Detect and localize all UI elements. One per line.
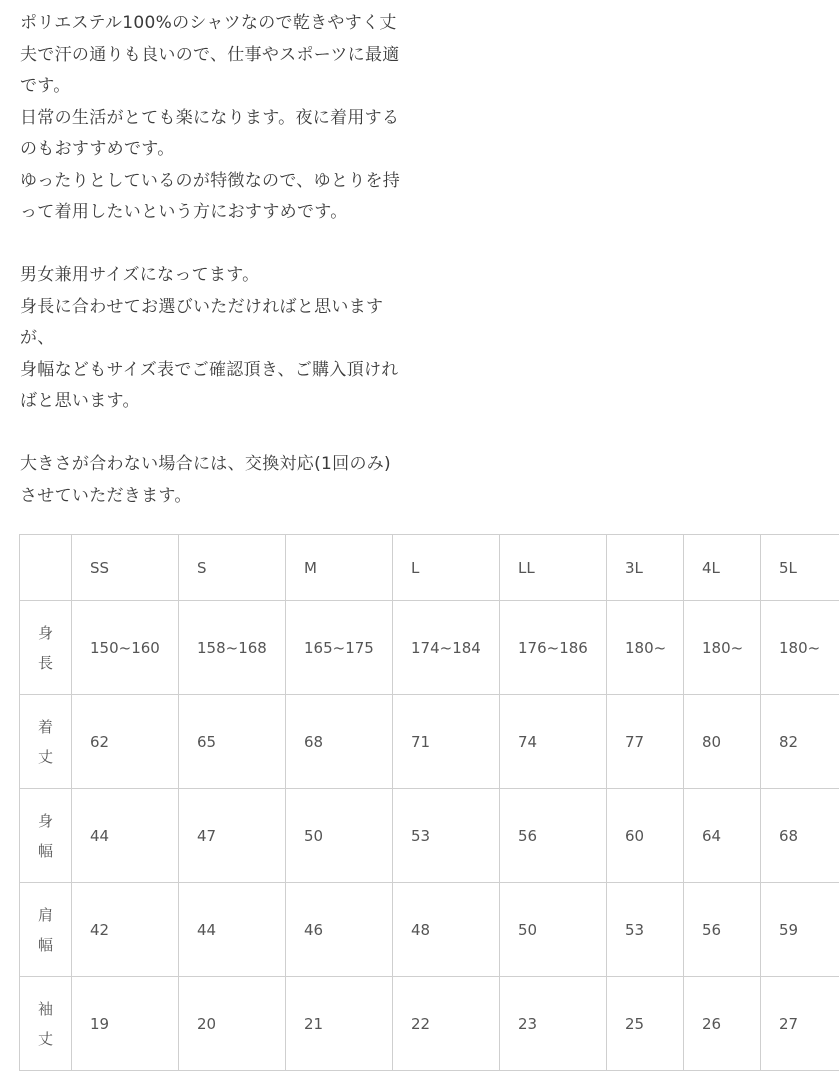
description-line: 夫で汗の通りも良いので、仕事やスポーツに最適 — [20, 44, 400, 65]
description-line: のもおすすめです。 — [20, 139, 175, 159]
table-cell: 71 — [393, 695, 500, 789]
table-cell: 20 — [179, 977, 286, 1071]
measurement-label — [20, 977, 72, 1071]
table-row — [20, 883, 839, 977]
table-cell: 180~ — [684, 601, 761, 695]
table-cell: 22 — [393, 977, 500, 1071]
description-line: ポリエステル100%のシャツなので乾きやすく丈 — [20, 13, 397, 33]
table-row — [20, 977, 839, 1071]
table-cell: 59 — [761, 883, 839, 977]
table-cell: 150~160 — [72, 601, 179, 695]
description-line: させていただきます。 — [20, 485, 192, 506]
description-line: が、 — [20, 328, 55, 348]
table-cell: 48 — [393, 883, 500, 977]
size-column-header: 5L — [761, 535, 839, 601]
size-column-header: L — [393, 535, 500, 601]
description-line: 日常の生活がとても楽になります。夜に着用する — [20, 107, 400, 128]
table-cell: 174~184 — [393, 601, 500, 695]
measurement-label-bottom: 幅 — [37, 841, 53, 860]
table-cell: 53 — [393, 789, 500, 883]
table-cell: 62 — [72, 695, 179, 789]
table-cell: 42 — [72, 883, 179, 977]
measurement-label-top: 肩 — [37, 905, 53, 924]
table-cell: 74 — [500, 695, 607, 789]
table-cell: 60 — [607, 789, 684, 883]
table-cell: 50 — [500, 883, 607, 977]
measurement-label-bottom: 丈 — [37, 1029, 53, 1048]
table-cell: 50 — [286, 789, 393, 883]
table-cell: 27 — [761, 977, 839, 1071]
description-line: 大きさが合わない場合には、交換対応(1回のみ) — [20, 454, 391, 474]
measurement-label-bottom: 長 — [37, 653, 53, 672]
table-cell: 176~186 — [500, 601, 607, 695]
table-cell: 80 — [684, 695, 761, 789]
description-line: です。 — [20, 76, 71, 96]
size-chart-table — [19, 534, 839, 1071]
table-cell: 180~ — [607, 601, 684, 695]
description-line: 身幅などもサイズ表でご確認頂き、ご購入頂けれ — [20, 359, 399, 380]
table-cell: 56 — [684, 883, 761, 977]
measurement-label — [20, 789, 72, 883]
product-description — [20, 8, 460, 512]
measurement-label — [20, 883, 72, 977]
measurement-label-top: 身 — [37, 623, 53, 642]
table-cell: 23 — [500, 977, 607, 1071]
size-column-header: M — [286, 535, 393, 601]
table-corner-cell — [20, 535, 72, 601]
size-column-header: 3L — [607, 535, 684, 601]
table-cell: 180~ — [761, 601, 839, 695]
table-cell: 46 — [286, 883, 393, 977]
table-cell: 82 — [761, 695, 839, 789]
measurement-label-top: 身 — [37, 811, 53, 830]
table-cell: 65 — [179, 695, 286, 789]
table-cell: 26 — [684, 977, 761, 1071]
table-cell: 56 — [500, 789, 607, 883]
measurement-label-bottom: 幅 — [37, 935, 53, 954]
size-column-header: S — [179, 535, 286, 601]
table-row — [20, 789, 839, 883]
measurement-label-bottom: 丈 — [37, 747, 53, 766]
description-line: ゆったりとしているのが特徴なので、ゆとりを持 — [20, 170, 401, 191]
table-cell: 165~175 — [286, 601, 393, 695]
table-header-row — [20, 535, 839, 601]
table-cell: 68 — [286, 695, 393, 789]
table-cell: 47 — [179, 789, 286, 883]
table-cell: 44 — [179, 883, 286, 977]
table-cell: 68 — [761, 789, 839, 883]
size-column-header: 4L — [684, 535, 761, 601]
table-cell: 77 — [607, 695, 684, 789]
table-row — [20, 601, 839, 695]
table-cell: 53 — [607, 883, 684, 977]
table-cell: 19 — [72, 977, 179, 1071]
measurement-label — [20, 601, 72, 695]
table-cell: 44 — [72, 789, 179, 883]
description-line: って着用したいという方におすすめです。 — [20, 202, 348, 222]
table-cell: 158~168 — [179, 601, 286, 695]
description-line: 男女兼用サイズになってます。 — [20, 265, 260, 285]
table-cell: 25 — [607, 977, 684, 1071]
measurement-label-top: 袖 — [37, 999, 53, 1018]
description-line: ばと思います。 — [20, 391, 140, 411]
paragraph-spacer — [20, 229, 460, 261]
size-column-header: SS — [72, 535, 179, 601]
description-line: 身長に合わせてお選びいただければと思います — [20, 296, 384, 317]
paragraph-spacer — [20, 418, 460, 450]
table-row — [20, 695, 839, 789]
measurement-label-top: 着 — [37, 717, 53, 736]
table-cell: 64 — [684, 789, 761, 883]
size-column-header: LL — [500, 535, 607, 601]
table-cell: 21 — [286, 977, 393, 1071]
measurement-label — [20, 695, 72, 789]
